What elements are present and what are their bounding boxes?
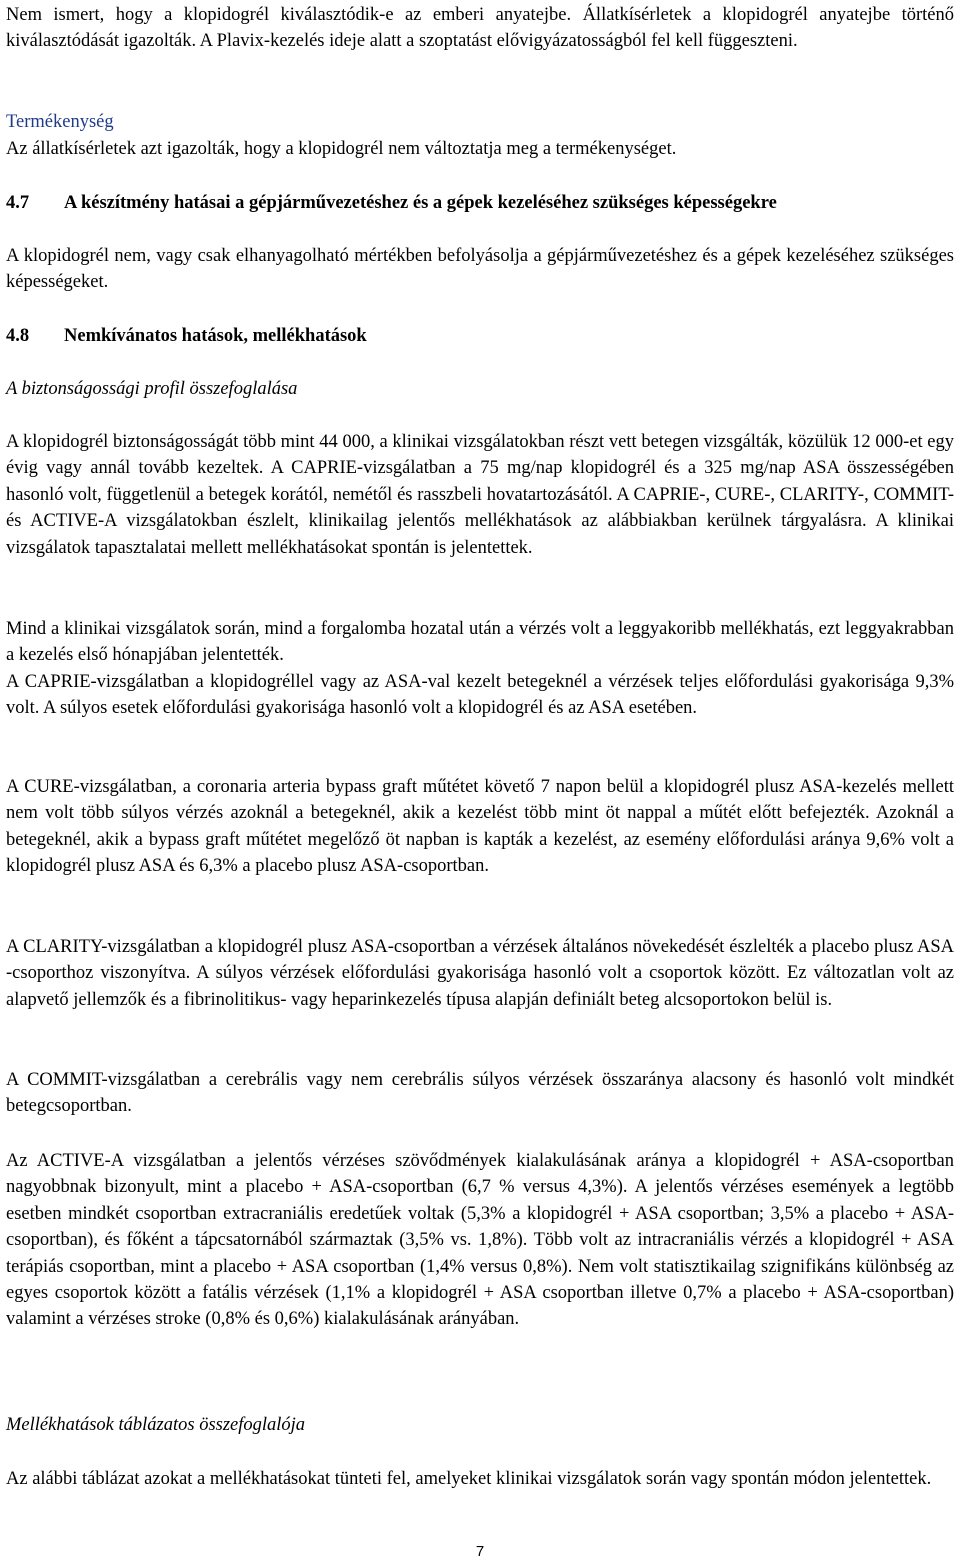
paragraph-bleeding-1: Mind a klinikai vizsgálatok során, mind a forgalomba hozatal után a vérzés volt a leggyakoribb mellékhatás, ezt leggyakrabban a kezelés első hónapjában jelentették. bbox=[6, 619, 954, 666]
section-4-7-heading bbox=[6, 190, 954, 216]
paragraph-bleeding-2: A CAPRIE-vizsgálatban a klopidogréllel vagy az ASA-val kezelt betegeknél a vérzések teljes előfordulási gyakorisága 9,3% volt. A súlyos esetek előfordulási gyakorisága hasonló volt a klopidogrél és az ASA esetében. bbox=[6, 672, 954, 719]
paragraph-fertility: Az állatkísérletek azt igazolták, hogy a klopidogrél nem változtatja meg a termékenységet. bbox=[6, 139, 677, 159]
page-number: 7 bbox=[475, 1543, 485, 1560]
section-4-7-title: A készítmény hatásai a gépjárművezetéshez és a gépek kezeléséhez szükséges képességekre bbox=[64, 193, 777, 213]
paragraph-active-a: Az ACTIVE-A vizsgálatban a jelentős vérzéses szövődmények kialakulásának aránya a klopidogrél + ASA-csoportban nagyobbnak bizonyult, mint a placebo + ASA-csoportban (6,7 % versus 4,3%). A jelentős vérzéses események a legtöbb esetben mindkét csoportban extracraniális eredetűek voltak (5,3% a klopidogrél + ASA csoportban; 3,5% a placebo + ASA-csoportban), és főként a tápcsatornából származtak (3,5% vs. 1,8%). Több volt az intracraniális vérzés a klopidogrél + ASA terápiás csoportban, mint a placebo + ASA csoportban (1,4% versus 0,8%). Nem volt statisztikailag szignifikáns különbség az egyes csoportok között a fatális vérzések (1,1% a klopidogrél + ASA csoportban illetve 0,7% a placebo + ASA-csoportban) valamint a vérzéses stroke (0,8% és 0,6%) kialakulásának arányában. bbox=[6, 1151, 954, 1330]
section-4-8-number: 4.8 bbox=[6, 326, 30, 346]
paragraph-cure: A CURE-vizsgálatban, a coronaria arteria bypass graft műtétet követő 7 napon belül a klopidogrél plusz ASA-kezelés mellett nem volt több súlyos vérzés azoknál a betegeknél, akik a kezelést több mint öt nappal a műtét előtt befejezték. Azoknál a betegeknél, akik a bypass graft műtétet megelőző öt napban is kapták a kezelést, az esemény előfordulási aránya 9,6% volt a klopidogrél plusz ASA és 6,3% a placebo plusz ASA-csoportban. bbox=[6, 777, 954, 877]
paragraph-commit: A COMMIT-vizsgálatban a cerebrális vagy nem cerebrális súlyos vérzések összaránya alacsony és hasonló volt mindkét betegcsoportban. bbox=[6, 1070, 954, 1117]
fertility-heading: Termékenység bbox=[6, 112, 114, 132]
paragraph-4-7: A klopidogrél nem, vagy csak elhanyagolható mértékben befolyásolja a gépjárművezetéshez és a gépek kezeléséhez szükséges képességeket. bbox=[6, 246, 954, 293]
table-summary-heading: Mellékhatások táblázatos összefoglalója bbox=[6, 1415, 306, 1435]
section-4-8-heading bbox=[6, 323, 954, 349]
paragraph-clarity: A CLARITY-vizsgálatban a klopidogrél plusz ASA-csoportban a vérzések általános növekedését észlelték a placebo plusz ASA -csoporthoz viszonyítva. A súlyos vérzések előfordulási gyakorisága hasonló volt a csoportok között. Ez változatlan volt az alapvető jellemzők és a fibrinolitikus- vagy heparinkezelés típusa alapján definiált beteg alcsoportokon belül is. bbox=[6, 937, 954, 1010]
paragraph-lactation: Nem ismert, hogy a klopidogrél kiválasztódik-e az emberi anyatejbe. Állatkísérletek a klopidogrél anyatejbe történő kiválasztódását igazolták. A Plavix-kezelés ideje alatt a szoptatást elővigyázatosságból fel kell függeszteni. bbox=[6, 5, 954, 52]
paragraph-table-intro: Az alábbi táblázat azokat a mellékhatásokat tünteti fel, amelyeket klinikai vizsgálatok során vagy spontán módon jelentettek. bbox=[6, 1469, 932, 1489]
section-4-7-number: 4.7 bbox=[6, 193, 30, 213]
safety-summary-heading: A biztonságossági profil összefoglalása bbox=[6, 379, 298, 399]
paragraph-safety-profile: A klopidogrél biztonságosságát több mint 44 000, a klinikai vizsgálatokban részt vett betegen vizsgálták, közülük 12 000-et egy évig vagy annál tovább kezeltek. A CAPRIE-vizsgálatban a 75 mg/nap klopidogrél és a 325 mg/nap ASA összességében hasonló volt, függetlenül a betegek korától, nemétől és rasszbeli hovatartozásától. A CAPRIE-, CURE-, CLARITY-, COMMIT- és ACTIVE-A vizsgálatokban észlelt, klinikailag jelentős mellékhatások az alábbiakban kerülnek tárgyalásra. A klinikai vizsgálatok tapasztalatai mellett mellékhatásokat spontán is jelentettek. bbox=[6, 432, 954, 558]
section-4-8-title: Nemkívánatos hatások, mellékhatások bbox=[64, 326, 367, 346]
